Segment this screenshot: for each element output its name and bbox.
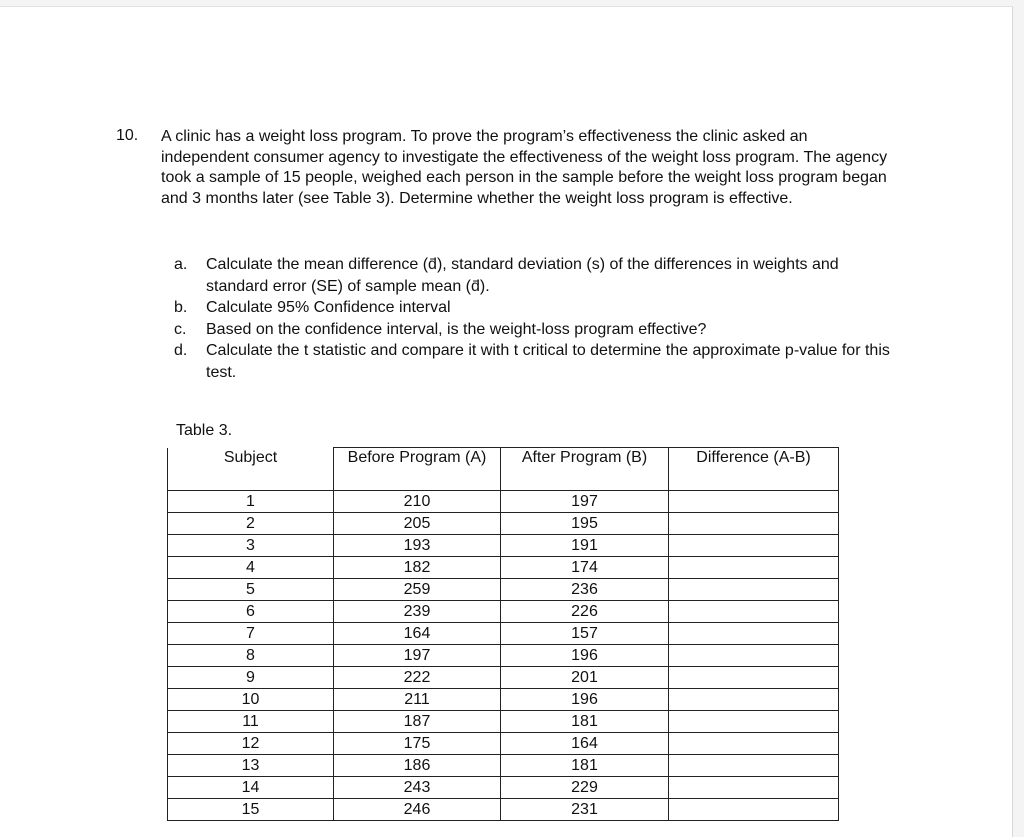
difference-cell <box>669 557 839 579</box>
difference-cell <box>669 799 839 821</box>
before-cell: 246 <box>334 799 501 821</box>
weight-table <box>167 447 839 821</box>
subject-cell: 6 <box>168 601 334 623</box>
part-letter: a. <box>174 256 188 273</box>
subject-cell: 5 <box>168 579 334 601</box>
before-cell: 211 <box>334 689 501 711</box>
table-row <box>168 513 839 535</box>
subject-cell: 7 <box>168 623 334 645</box>
header-difference: Difference (A-B) <box>669 448 839 491</box>
before-cell: 205 <box>334 513 501 535</box>
table-row <box>168 623 839 645</box>
question-number: 10. <box>116 127 139 144</box>
after-cell: 236 <box>501 579 669 601</box>
subject-cell: 11 <box>168 711 334 733</box>
table-row <box>168 601 839 623</box>
part-text: Calculate the t statistic and compare it with t critical to determine the approximate p-value for this test. <box>206 342 890 381</box>
difference-cell <box>669 755 839 777</box>
part-text: Based on the confidence interval, is the weight-loss program effective? <box>206 320 707 338</box>
table-row <box>168 645 839 667</box>
after-cell: 174 <box>501 557 669 579</box>
after-cell: 197 <box>501 491 669 513</box>
part-letter: b. <box>174 299 188 316</box>
after-cell: 164 <box>501 733 669 755</box>
before-cell: 210 <box>334 491 501 513</box>
before-cell: 197 <box>334 645 501 667</box>
after-cell: 231 <box>501 799 669 821</box>
difference-cell <box>669 535 839 557</box>
document-page <box>0 6 1013 837</box>
part-text: Calculate the mean difference (d̄), standard deviation (s) of the differences in weights and standard error (SE) of sample mean (d̄). <box>206 256 839 295</box>
table-row <box>168 491 839 513</box>
before-cell: 259 <box>334 579 501 601</box>
difference-cell <box>669 777 839 799</box>
difference-cell <box>669 711 839 733</box>
difference-cell <box>669 689 839 711</box>
table-row <box>168 755 839 777</box>
difference-cell <box>669 623 839 645</box>
after-cell: 195 <box>501 513 669 535</box>
header-before: Before Program (A) <box>334 448 501 491</box>
after-cell: 196 <box>501 689 669 711</box>
table-row <box>168 777 839 799</box>
difference-cell <box>669 601 839 623</box>
difference-cell <box>669 645 839 667</box>
before-cell: 239 <box>334 601 501 623</box>
after-cell: 181 <box>501 711 669 733</box>
subject-cell: 8 <box>168 645 334 667</box>
subject-cell: 12 <box>168 733 334 755</box>
difference-cell <box>669 667 839 689</box>
part-letter: c. <box>174 320 187 338</box>
table-row <box>168 535 839 557</box>
before-cell: 175 <box>334 733 501 755</box>
subject-cell: 14 <box>168 777 334 799</box>
subject-cell: 9 <box>168 667 334 689</box>
difference-cell <box>669 491 839 513</box>
question-text: A clinic has a weight loss program. To prove the program’s effectiveness the clinic asked an independent consumer agency to investigate the effectiveness of the weight loss program. The agency took a sample of 15 people, weighed each person in the sample before the weight loss program began and 3 months later (see Table 3). Determine whether the weight loss program is effective. <box>161 128 888 208</box>
subject-cell: 10 <box>168 689 334 711</box>
after-cell: 201 <box>501 667 669 689</box>
before-cell: 187 <box>334 711 501 733</box>
table-row <box>168 579 839 601</box>
table-row <box>168 733 839 755</box>
after-cell: 226 <box>501 601 669 623</box>
before-cell: 193 <box>334 535 501 557</box>
header-subject: Subject <box>168 448 334 491</box>
table-row <box>168 799 839 821</box>
before-cell: 243 <box>334 777 501 799</box>
after-cell: 181 <box>501 755 669 777</box>
subject-cell: 1 <box>168 491 334 513</box>
after-cell: 191 <box>501 535 669 557</box>
part-letter: d. <box>174 342 188 359</box>
after-cell: 157 <box>501 623 669 645</box>
subject-cell: 13 <box>168 755 334 777</box>
part-a <box>174 254 894 297</box>
part-c <box>174 319 894 341</box>
before-cell: 164 <box>334 623 501 645</box>
subject-cell: 4 <box>168 557 334 579</box>
difference-cell <box>669 513 839 535</box>
subject-cell: 15 <box>168 799 334 821</box>
header-after: After Program (B) <box>501 448 669 491</box>
after-cell: 196 <box>501 645 669 667</box>
difference-cell <box>669 733 839 755</box>
table-row <box>168 667 839 689</box>
table-row <box>168 689 839 711</box>
before-cell: 186 <box>334 755 501 777</box>
part-d <box>174 340 894 383</box>
table-row <box>168 557 839 579</box>
after-cell: 229 <box>501 777 669 799</box>
table-body <box>168 491 839 821</box>
table-caption: Table 3. <box>176 422 233 439</box>
table-row <box>168 711 839 733</box>
question-parts <box>174 254 894 383</box>
before-cell: 222 <box>334 667 501 689</box>
part-b <box>174 297 894 319</box>
table-header-row <box>168 448 839 491</box>
difference-cell <box>669 579 839 601</box>
part-text: Calculate 95% Confidence interval <box>206 299 451 316</box>
subject-cell: 2 <box>168 513 334 535</box>
subject-cell: 3 <box>168 535 334 557</box>
before-cell: 182 <box>334 557 501 579</box>
